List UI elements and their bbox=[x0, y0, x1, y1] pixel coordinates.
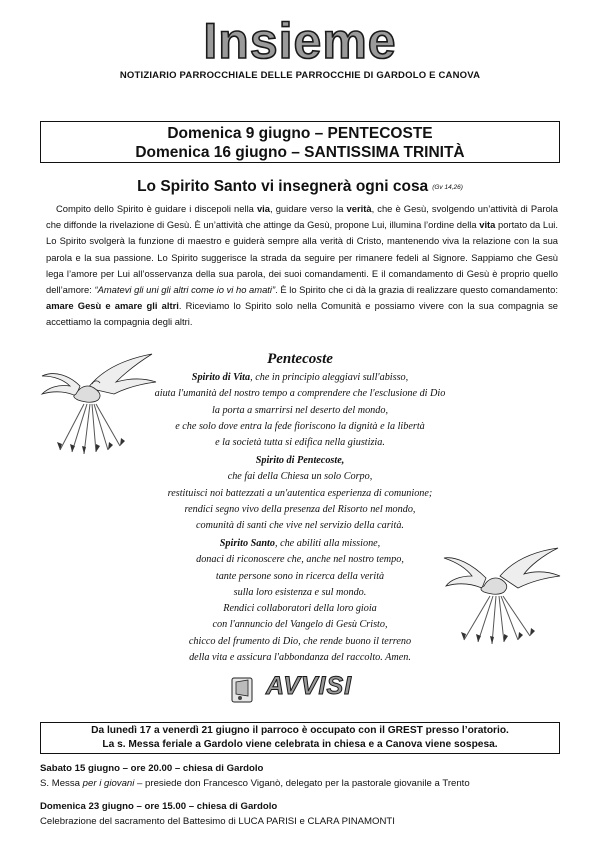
poem-line bbox=[0, 370, 600, 386]
poem-line: della vita e assicura l'abbondanza del raccolto. Amen. bbox=[189, 652, 411, 664]
poem-line: che fai della Chiesa un solo Corpo, bbox=[227, 471, 373, 483]
poem-text: , che abiliti alla missione, bbox=[274, 538, 381, 549]
article-text: portato da Lui. Lo Spirito svolgerà la funzione di maestro e guiderà sempre alla verità di Cristo, mantenendo viva la relazione con la sua parola e la sua passione. Lo Spirito suggerisce la strada da seguire per rimanere fedeli al Signore. Sappiamo che Gesù lega l’amore per Lui all’osservanza della sua parola, dei suoi comandamenti. E il comandamento di Gesù è proprio quello dell’amore: bbox=[46, 219, 558, 296]
article-text: . È lo Spirito che ci dà la grazia di realizzare questo comandamento: bbox=[275, 284, 558, 296]
article-text: , che è Gesù, svolgendo un’attività di Parola che diffonde la rivelazione di Gesù. È un’attività che attinge da Gesù, propone Lui, illumina l’ordine della bbox=[46, 203, 558, 231]
poem-line: Rendici collaboratori della loro gioia bbox=[223, 603, 377, 615]
poem-line: aiuta l'umanità del nostro tempo a comprendere che l'esclusione di Dio bbox=[154, 388, 446, 400]
event-text: S. Messa bbox=[40, 777, 83, 789]
article-paragraph bbox=[46, 201, 558, 331]
event-description bbox=[40, 777, 570, 792]
poem-line: e che solo dove entra la fede fioriscono la dignità e la libertà bbox=[175, 420, 425, 432]
article-text: . Riceviamo lo Spirito solo nella Comunità e possiamo vivere con la sua compagnia se accettiamo la compagnia degli altri. bbox=[46, 300, 558, 328]
masthead-title: Insieme bbox=[203, 13, 397, 69]
poem-line: rendici segno vivo della presenza del Risorto nel mondo, bbox=[184, 503, 416, 515]
notice-box bbox=[40, 722, 560, 754]
poem-line: donaci di riconoscere che, anche nel nostro tempo, bbox=[196, 554, 404, 566]
event-item-2 bbox=[40, 800, 570, 829]
poem-title: Pentecoste bbox=[267, 351, 333, 367]
article-emphasis: vita bbox=[479, 219, 496, 231]
masthead bbox=[0, 14, 600, 81]
headline-line-1: Domenica 9 giugno – PENTECOSTE bbox=[167, 125, 433, 142]
poem-invocation: Spirito Santo bbox=[219, 538, 275, 549]
article-text: Compito dello Spirito è guidare i discepoli nella bbox=[56, 203, 257, 214]
poem-stanza-3 bbox=[0, 536, 600, 666]
poem-line: la porta a smarrirsi nel deserto del mondo, bbox=[211, 404, 389, 416]
poem-line: chicco del frumento di Dio, che rende buono il terreno bbox=[188, 635, 412, 647]
headline-line-2: Domenica 16 giugno – SANTISSIMA TRINITÀ bbox=[135, 144, 465, 161]
event-heading: Sabato 15 giugno – ore 20.00 – chiesa di Gardolo bbox=[40, 763, 264, 774]
article-title bbox=[0, 178, 600, 196]
article-body bbox=[46, 201, 558, 331]
poem-stanza-1 bbox=[0, 370, 600, 451]
article-quote: “Amatevi gli uni gli altri come io vi ho amati” bbox=[94, 284, 276, 296]
poem-line bbox=[0, 453, 600, 469]
article-text: , guidare verso la bbox=[270, 203, 347, 214]
event-emphasis: per i giovani bbox=[82, 777, 135, 789]
avvisi-label: AVVISI bbox=[266, 672, 353, 700]
article-emphasis: amare Gesù e amare gli altri bbox=[46, 300, 179, 312]
poem-line: con l'annuncio del Vangelo di Gesù Cristo, bbox=[212, 619, 388, 631]
poem-line: sulla loro esistenza e sul mondo. bbox=[233, 586, 367, 598]
poem-line bbox=[0, 536, 600, 552]
poem-line: comunità di santi che vive nel servizio della carità. bbox=[196, 520, 404, 532]
article-title-text: Lo Spirito Santo vi insegnerà ogni cosa bbox=[137, 178, 429, 195]
notice-line-2: La s. Messa feriale a Gardolo viene celebrata in chiesa e a Canova viene sospesa. bbox=[102, 739, 498, 750]
poem-invocation: Spirito di Vita bbox=[191, 372, 251, 383]
article-emphasis: verità bbox=[346, 203, 372, 214]
poem-invocation: Spirito di Pentecoste, bbox=[255, 455, 345, 466]
poem-line: restituisci noi battezzati a un'autentica esperienza di comunione; bbox=[167, 487, 433, 499]
event-heading: Domenica 23 giugno – ore 15.00 – chiesa di Gardolo bbox=[40, 801, 278, 812]
article-reference: (Gv 14,26) bbox=[432, 184, 463, 191]
notice-line-1: Da lunedì 17 a venerdì 21 giugno il parroco è occupato con il GREST presso l’oratorio. bbox=[91, 725, 509, 736]
poem-stanza-2 bbox=[0, 453, 600, 534]
poem-line: e la società tutta si edifica nella giustizia. bbox=[215, 437, 385, 449]
megaphone-icon bbox=[228, 674, 260, 706]
headline-box bbox=[40, 121, 560, 163]
article-emphasis: via bbox=[256, 203, 271, 214]
event-item-1 bbox=[40, 762, 570, 791]
avvisi-header bbox=[226, 674, 376, 706]
event-description: Celebrazione del sacramento del Battesimo di LUCA PARISI e CLARA PINAMONTI bbox=[40, 815, 395, 827]
event-text: – presiede don Francesco Viganò, delegato per la pastorale giovanile a Trento bbox=[134, 777, 470, 789]
masthead-subtitle: NOTIZIARIO PARROCCHIALE DELLE PARROCCHIE DI GARDOLO E CANOVA bbox=[119, 70, 481, 81]
poem-line: tante persone sono in ricerca della verità bbox=[215, 570, 385, 582]
poem-text: , che in principio aleggiavi sull'abisso, bbox=[250, 372, 409, 383]
